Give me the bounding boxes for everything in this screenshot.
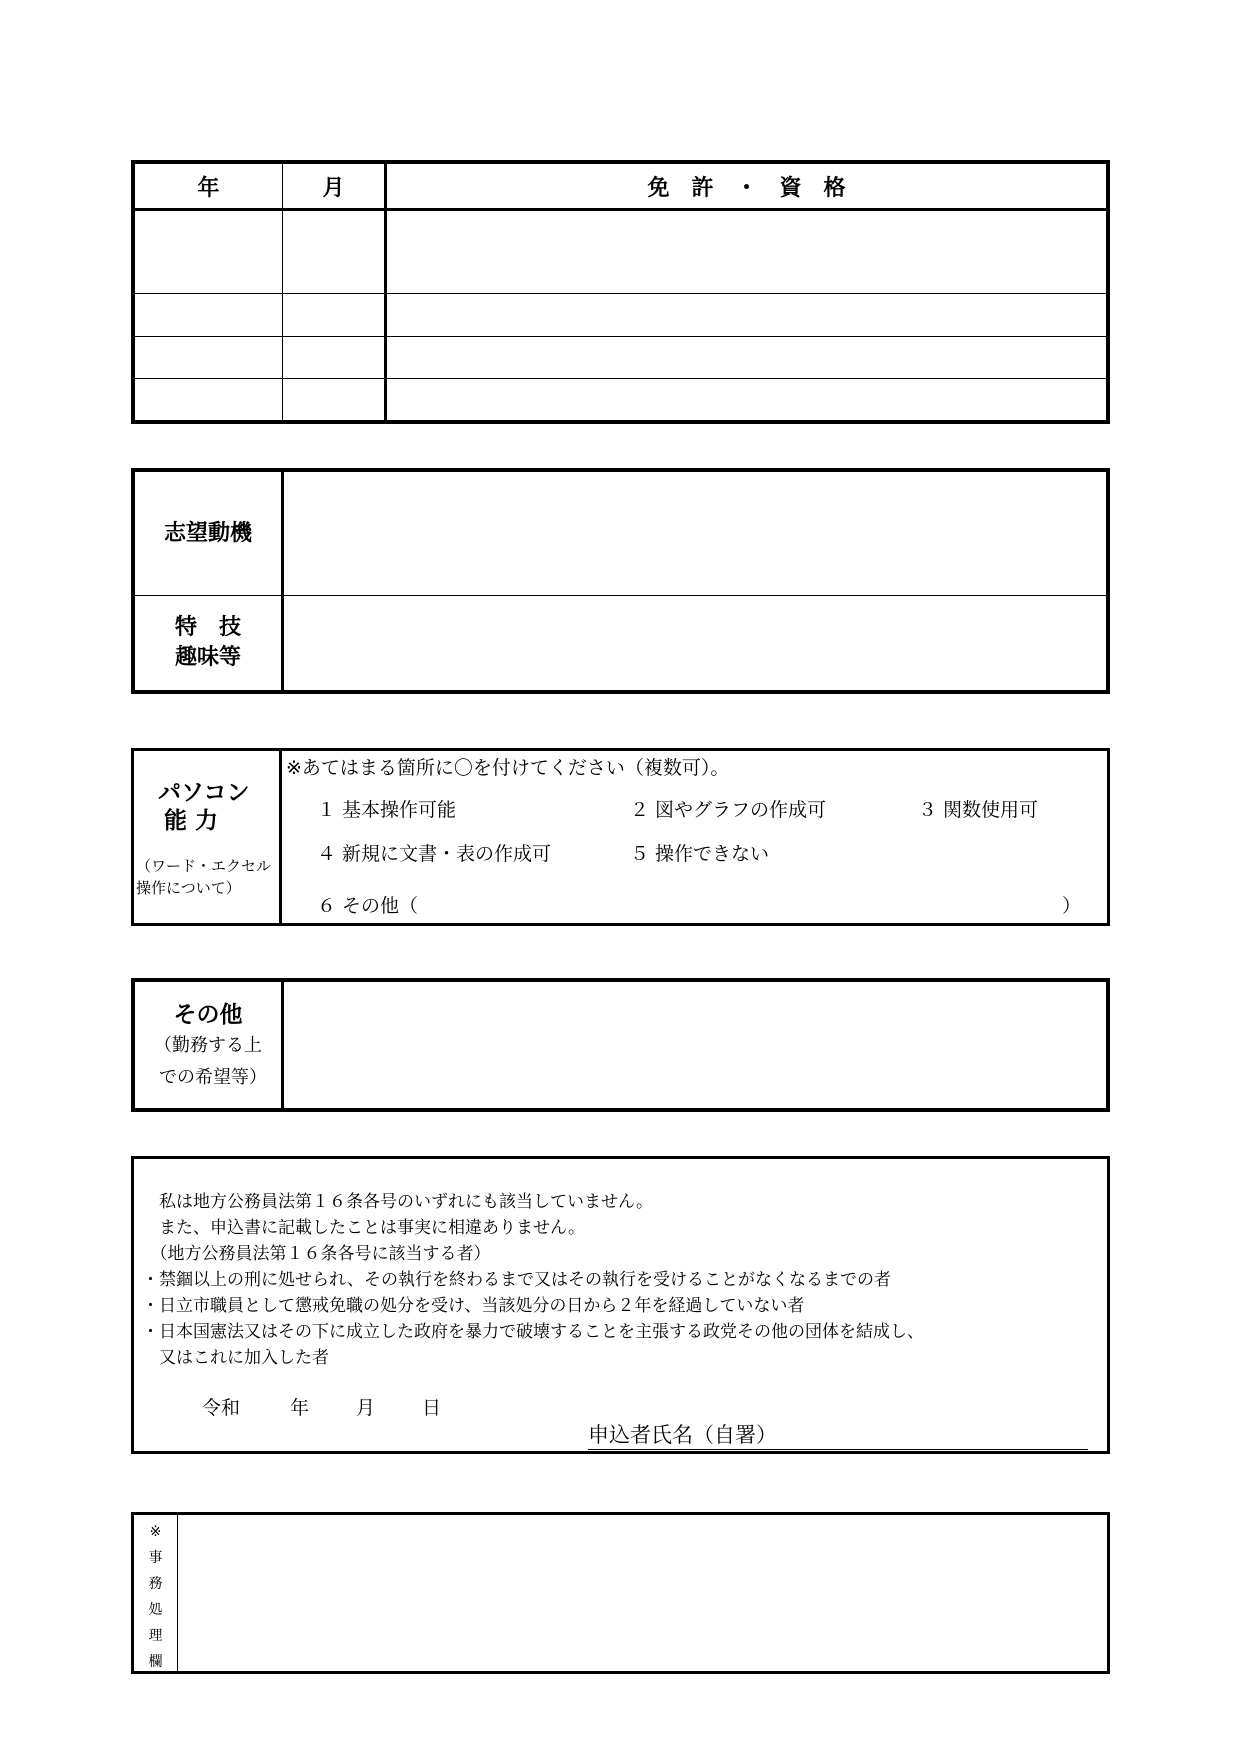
declaration-section: [131, 1156, 1110, 1454]
table-row: [135, 210, 1107, 294]
office-use-label-cell: [134, 1515, 178, 1671]
year-cell[interactable]: [135, 294, 283, 336]
pc-option-6-close: ）: [1062, 895, 1082, 917]
date-day-unit[interactable]: 日: [422, 1397, 442, 1419]
pc-option-3[interactable]: ３ 関数使用可: [918, 799, 1039, 821]
declaration-line: ・禁錮以上の刑に処せられ、その執行を終わるまで又はその執行を受けることがなくなるまでの者: [142, 1270, 892, 1290]
office-use-label-char: ※: [149, 1524, 162, 1540]
declaration-line: （地方公務員法第１６条各号に該当する者）: [142, 1244, 491, 1264]
office-use-label-char: 処: [148, 1602, 163, 1618]
date-year-unit[interactable]: 年: [290, 1397, 310, 1419]
declaration-line: 又はこれに加入した者: [142, 1348, 329, 1368]
col-month-header: 月: [283, 164, 386, 210]
other-label-line2: （勤務する上: [154, 1035, 262, 1056]
year-cell[interactable]: [135, 210, 283, 294]
col-year-header: 年: [135, 164, 283, 210]
skills-label-line1: 特 技: [174, 615, 241, 640]
date-month-unit[interactable]: 月: [356, 1397, 376, 1419]
other-label: その他: [173, 1002, 243, 1028]
table-row: [135, 294, 1107, 336]
office-use-field[interactable]: [178, 1515, 1107, 1671]
declaration-text: [142, 1189, 924, 1371]
motivation-field[interactable]: [283, 472, 1107, 596]
month-cell[interactable]: [283, 378, 386, 420]
signature-label: 申込者氏名（自署）: [588, 1423, 777, 1447]
qualifications-table: [131, 160, 1110, 424]
pc-ability-section: [131, 748, 1110, 926]
month-cell[interactable]: [283, 210, 386, 294]
pc-label-line1: パソコン: [158, 780, 250, 806]
pc-note-line1: （ワード・エクセル: [136, 857, 272, 875]
license-cell[interactable]: [386, 294, 1107, 336]
office-use-label-char: 理: [148, 1628, 163, 1644]
pc-label-cell: [134, 751, 282, 923]
year-cell[interactable]: [135, 336, 283, 378]
pc-instruction: ※あてはまる箇所に〇を付けてください（複数可）。: [286, 757, 730, 779]
col-license-header: 免 許 ・ 資 格: [386, 164, 1107, 210]
office-use-label-char: 欄: [148, 1654, 163, 1670]
declaration-line: また、申込書に記載したことは事実に相違ありません。: [142, 1218, 586, 1238]
skills-label: [135, 596, 283, 691]
declaration-line: 私は地方公務員法第１６条各号のいずれにも該当していません。: [142, 1192, 654, 1212]
other-section: [131, 978, 1110, 1112]
motivation-label: 志望動機: [135, 472, 283, 596]
pc-option-2[interactable]: ２ 図やグラフの作成可: [630, 799, 827, 821]
motivation-skills-table: [131, 468, 1110, 694]
pc-label-line2: 能 力: [164, 808, 219, 834]
license-cell[interactable]: [386, 210, 1107, 294]
declaration-line: ・日本国憲法又はその下に成立した政府を暴力で破壊することを主張する政党その他の団体を結成し、: [142, 1322, 924, 1342]
skills-field[interactable]: [283, 596, 1107, 691]
license-cell[interactable]: [386, 378, 1107, 420]
pc-option-5[interactable]: ５ 操作できない: [630, 843, 770, 865]
other-label-line3: での希望等）: [159, 1067, 267, 1088]
other-field[interactable]: [283, 982, 1107, 1109]
table-row: [135, 378, 1107, 420]
pc-content: [282, 751, 1107, 923]
table-row: [135, 336, 1107, 378]
other-label-cell: [135, 982, 283, 1109]
office-use-label-char: 務: [148, 1576, 163, 1592]
skills-label-line2: 趣味等: [174, 645, 241, 670]
month-cell[interactable]: [283, 294, 386, 336]
declaration-line: ・日立市職員として懲戒免職の処分を受け、当該処分の日から２年を経過していない者: [142, 1296, 805, 1316]
pc-option-4[interactable]: ４ 新規に文書・表の作成可: [317, 843, 552, 865]
pc-note-line2: 操作について）: [136, 879, 241, 897]
office-use-label-char: 事: [148, 1550, 163, 1566]
signature-line[interactable]: [588, 1449, 1088, 1450]
year-cell[interactable]: [135, 378, 283, 420]
month-cell[interactable]: [283, 336, 386, 378]
pc-option-1[interactable]: １ 基本操作可能: [317, 799, 457, 821]
pc-option-6[interactable]: ６ その他（: [317, 895, 419, 917]
license-cell[interactable]: [386, 336, 1107, 378]
date-era: 令和: [202, 1397, 241, 1419]
office-use-section: [131, 1512, 1110, 1674]
